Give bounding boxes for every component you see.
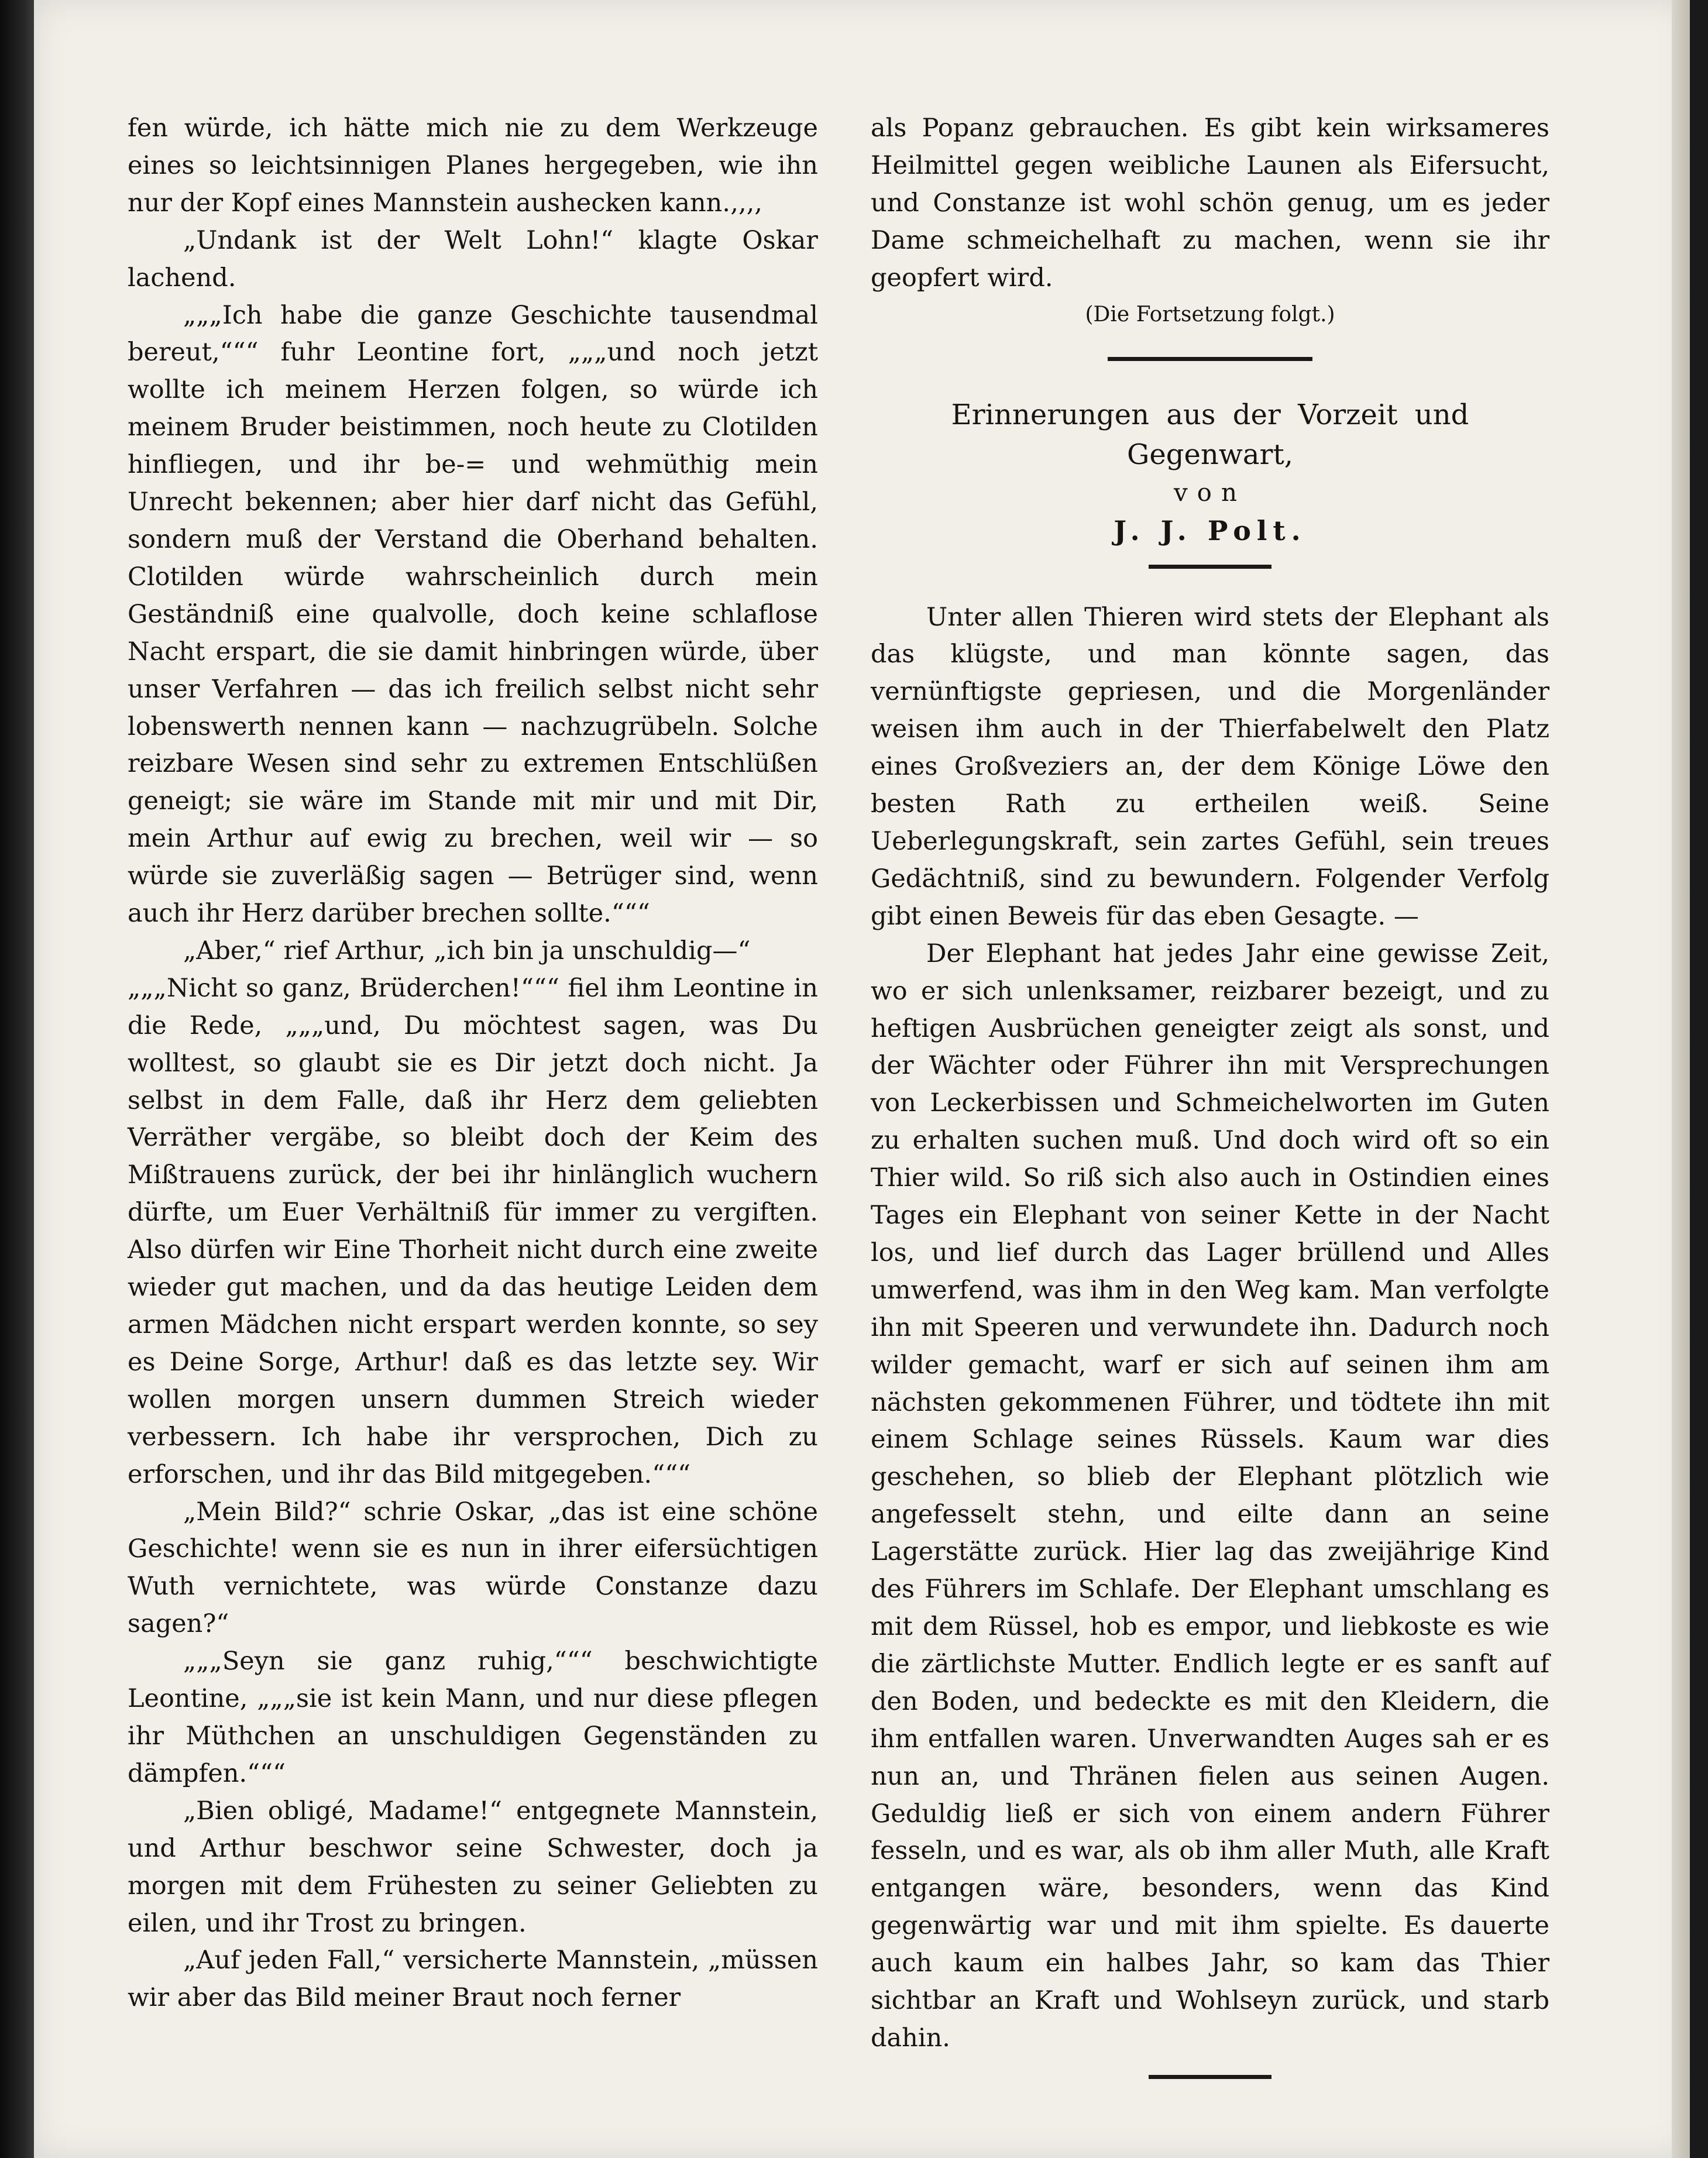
left-paragraph-4: „Aber,“ rief Arthur, „ich bin ja unschuldig—“ [183,936,751,965]
left-paragraph-9: „Auf jeden Fall,“ versicherte Mannstein, „müssen wir aber das Bild meiner Braut noch ferner [128,1946,818,2013]
left-paragraph-6: „Mein Bild?“ schrie Oskar, „das ist eine schöne Geschichte! wenn sie es nun in ihrer eifersüchtigen Wuth vernichtete, was würde Constanze dazu sagen?“ [128,1497,818,1639]
article-heading: Erinnerungen aus der Vorzeit und Gegenwart, [951,398,1469,471]
section-divider [1108,357,1312,361]
right-top-paragraph: als Popanz gebrauchen. Es gibt kein wirksameres Heilmittel gegen weibliche Launen als Eifersucht, und Constanze ist wohl schön genug, um es jeder Dame schmeichelhaft zu machen, wenn sie ihr geopfert wird. [871,114,1549,293]
left-paragraph-7: „„„Seyn sie ganz ruhig,“““ beschwichtigte Leontine, „„„sie ist kein Mann, und nur diese pflegen ihr Müthchen an unschuldigen Gegenständen zu dämpfen.“““ [128,1647,818,1788]
author-name: J. J. Polt. [1114,514,1307,547]
left-paragraph-2: „Undank ist der Welt Lohn!“ klagte Oskar lachend. [128,225,818,293]
right-column [871,110,1549,2079]
author-divider [1149,565,1271,569]
newspaper-page [34,0,1690,2158]
byline-von: von [1173,477,1247,507]
left-paragraph-5: „„„Nicht so ganz, Brüderchen!“““ fiel ihm Leontine in die Rede, „„„und, Du möchtest sagen, was Du wolltest, so glaubt sie es Dir jetzt doch nicht. Ja selbst in dem Falle, daß ihr Herz dem geliebten Verräther vergäbe, so bleibt doch der Keim des Mißtrauens zurück, der bei ihr hinlänglich wuchern dürfte, um Euer Verhältniß für immer zu vergiften. Also dürfen wir Eine Thorheit nicht durch eine zweite wieder gut machen, und da das heutige Leiden dem armen Mädchen nicht erspart werden konnte, so sey es Deine Sorge, Arthur! daß es das letzte sey. Wir wollen morgen unsern dummen Streich wieder verbessern. Ich habe ihr versprochen, Dich zu erforschen, und ihr das Bild mitgegeben.“““ [128,973,818,1489]
left-paragraph-8: „Bien obligé, Madame!“ entgegnete Mannstein, und Arthur beschwor seine Schwester, doch ja morgen mit dem Frühesten zu seiner Geliebten zu eilen, und ihr Trost zu bringen. [128,1796,818,1938]
end-divider [1149,2075,1271,2079]
left-paragraph-3: „„„Ich habe die ganze Geschichte tausendmal bereut,“““ fuhr Leontine fort, „„„und noch jetzt wollte ich meinem Herzen folgen, so würde ich meinem Bruder beistimmen, noch heute zu Clotilden hinfliegen, und ihr be-= und wehmüthig mein Unrecht bekennen; aber hier darf nicht das Gefühl, sondern muß der Verstand die Oberhand behalten. Clotilden würde wahrscheinlich durch mein Geständniß eine qualvolle, doch keine schlaflose Nacht erspart, die sie damit hinbringen würde, über unser Verfahren — das ich freilich selbst nicht sehr lobenswerth nennen kann — nachzugrübeln. Solche reizbare Wesen sind sehr zu extremen Entschlüßen geneigt; sie wäre im Stande mit mir und mit Dir, mein Arthur auf ewig zu brechen, weil wir — so würde sie zuverläßig sagen — Betrüger sind, wenn auch ihr Herz darüber brechen sollte.“““ [128,300,818,929]
left-paragraph-1: fen würde, ich hätte mich nie zu dem Werkzeuge eines so leichtsinnigen Planes hergegeben, wie ihn nur der Kopf eines Mannstein aushecken kann.‚‚‚‚ [128,114,818,218]
continuation-note: (Die Fortsetzung folgt.) [1085,302,1335,327]
page-edge-shadow [1672,0,1690,2158]
right-paragraph-1: Unter allen Thieren wird stets der Elephant als das klügste, und man könnte sagen, das vernünftigste gepriesen, und die Morgenländer weisen ihm auch in der Thierfabelwelt den Platz eines Großveziers an, der dem Könige Löwe den besten Rath zu ertheilen weiß. Seine Ueberlegungskraft, sein zartes Gefühl, sein treues Gedächtniß, sind zu bewundern. Folgender Verfolg gibt einen Beweis für das eben Gesagte. — [871,602,1549,931]
book-spine-shadow [0,0,34,2158]
left-column [128,110,818,2017]
right-paragraph-2: Der Elephant hat jedes Jahr eine gewisse Zeit, wo er sich unlenksamer, reizbarer bezeigt, und zu heftigen Ausbrüchen geneigter zeigt als sonst, und der Wächter oder Führer ihn mit Versprechungen von Leckerbissen und Schmeichelworten im Guten zu erhalten suchen muß. Und doch wird oft so ein Thier wild. So riß sich also auch in Ostindien eines Tages ein Elephant von seiner Kette in der Nacht los, und lief durch das Lager brüllend und Alles umwerfend, was ihm in den Weg kam. Man verfolgte ihn mit Speeren und verwundete ihn. Dadurch noch wilder gemacht, warf er sich auf seinen ihm am nächsten gekommenen Führer, und tödtete ihn mit einem Schlage seines Rüssels. Kaum war dies geschehen, so blieb der Elephant plötzlich wie angefesselt stehn, und eilte dann an seine Lagerstätte zurück. Hier lag das zweijährige Kind des Führers im Schlafe. Der Elephant umschlang es mit dem Rüssel, hob es empor, und liebkoste es wie die zärtlichste Mutter. Endlich legte er es sanft auf den Boden, und bedeckte es mit den Kleidern, die ihm entfallen waren. Unverwandten Auges sah er es nun an, und Thränen fielen aus seinen Augen. Geduldig ließ er sich von einem andern Führer fesseln, und es war, als ob ihm aller Muth, alle Kraft entgangen wäre, besonders, wenn das Kind gegenwärtig war und mit ihm spielte. Es dauerte auch kaum ein halbes Jahr, so kam das Thier sichtbar an Kraft und Wohlseyn zurück, und starb dahin. [871,939,1549,2053]
